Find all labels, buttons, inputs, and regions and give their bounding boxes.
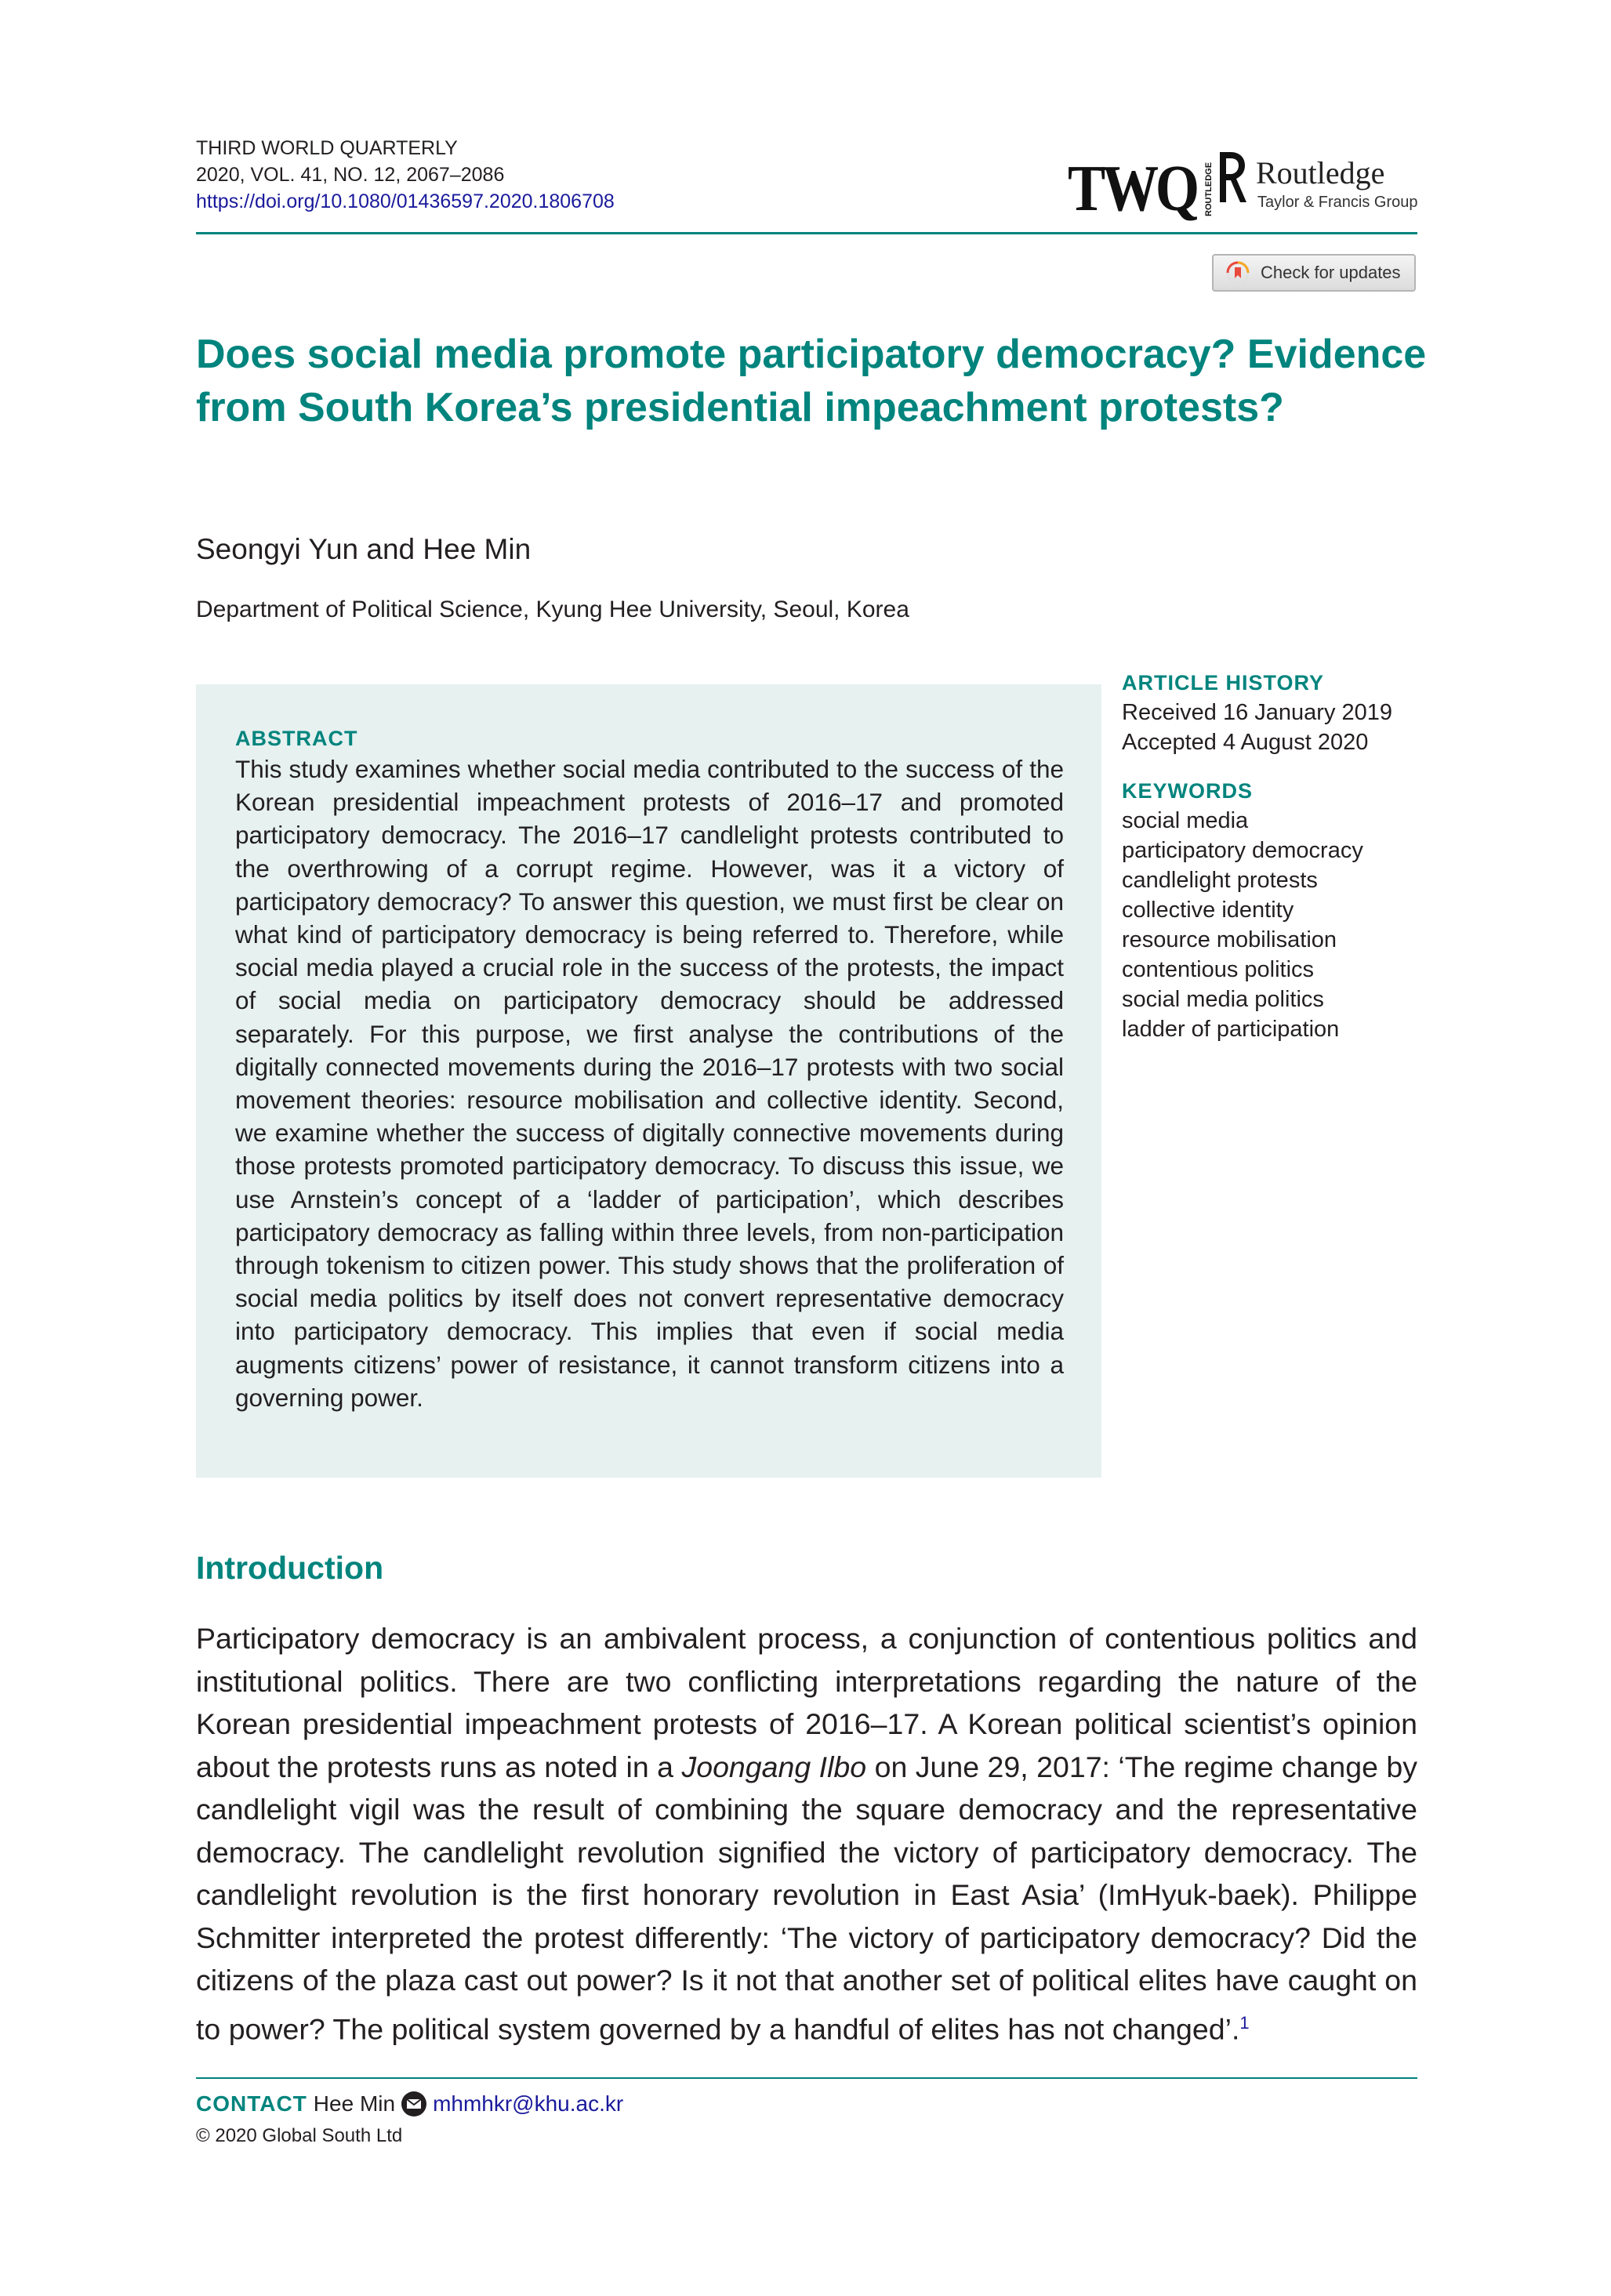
header-divider — [196, 232, 1417, 234]
doi-link[interactable]: https://doi.org/10.1080/01436597.2020.1806708 — [196, 190, 615, 212]
keywords — [1122, 776, 1363, 1044]
contact-email-link[interactable]: mhmhkr@khu.ac.kr — [433, 2091, 624, 2116]
keyword-item: social media politics — [1122, 987, 1324, 1012]
footer-divider — [196, 2077, 1417, 2079]
check-for-updates-button[interactable] — [1212, 254, 1416, 292]
intro-text-part2: on June 29, 2017: ‘The regime change by candlelight vigil was the result of combining the square democracy and the representative democracy. The candlelight revolution signified the victory of participatory democracy. The candlelight revolution is the first honorary revolution in East Asia’ (ImHyuk-baek). Philippe Schmitter interpreted the protest differently: ‘The victory of participatory democracy? Did the citizens of the plaza cast out power? Is it not that another set of political elites have caught on to power? The political system governed by a handful of elites has not changed’. — [196, 1750, 1418, 2045]
abstract-text: This study examines whether social media contributed to the success of the Korean presidential impeachment protests of 2016–17 and promoted participatory democracy. The 2016–17 candlelight protests contributed to the overthrowing of a corrupt regime. However, was it a victory of participatory democracy? To answer this question, we must first be clear on what kind of participatory democracy is being referred to. Therefore, while social media played a crucial role in the success of the protests, the impact of social media on participatory democracy should be addressed separately. For this purpose, we first analyse the contributions of the digitally connected movements during the 2016–17 protests with two social movement theories: resource mobilisation and collective identity. Second, we examine whether the success of digitally connective movements during those protests promoted participatory democracy. To discuss this issue, we use Arnstein’s concept of a ‘ladder of participation’, which describes participatory democracy as falling within three levels, from non-participation through tokenism to citizen power. This study shows that the proliferation of social media politics by itself does not convert representative democracy into participatory democracy. This implies that even if social media augments citizens’ power of resistance, it cannot transform citizens into a governing power. — [235, 755, 1064, 1412]
newspaper-name: Joongang Ilbo — [681, 1750, 867, 1783]
authors: Seongyi Yun and Hee Min — [196, 533, 532, 565]
keywords-heading: KEYWORDS — [1122, 779, 1254, 803]
twq-logo: TWQ — [1068, 152, 1196, 225]
keyword-item: ladder of participation — [1122, 1017, 1340, 1042]
keyword-item: resource mobilisation — [1122, 927, 1337, 952]
received-date: Received 16 January 2019 — [1122, 700, 1393, 725]
email-icon — [400, 2090, 428, 2118]
contact-line — [196, 2090, 623, 2118]
routledge-r-icon — [1217, 149, 1246, 205]
keyword-item: candlelight protests — [1122, 868, 1318, 893]
article-title: Does social media promote participatory democracy? Evidence from South Korea’s presidential impeachment protests? — [196, 332, 1427, 430]
copyright: © 2020 Global South Ltd — [196, 2125, 403, 2146]
keyword-item: social media — [1122, 808, 1249, 833]
routledge-vertical-logo — [1199, 155, 1215, 218]
abstract-heading: ABSTRACT — [235, 727, 358, 750]
contact-label: CONTACT — [196, 2091, 307, 2116]
keyword-item: contentious politics — [1122, 957, 1315, 982]
intro-text-part1: Participatory democracy is an ambivalent process, a conjunction of contentious politics and institutional politics. There are two conflicting interpretations regarding the nature of the Korean presidential impeachment protests of 2016–17. A Korean political scientist’s opinion about the protests runs as noted in a — [196, 1622, 1417, 1783]
routledge-wordmark: Routledge — [1256, 155, 1385, 190]
keyword-item: participatory democracy — [1122, 838, 1363, 863]
introduction-heading: Introduction — [196, 1550, 384, 1586]
keyword-item: collective identity — [1122, 898, 1294, 923]
volume-line: 2020, VOL. 41, NO. 12, 2067–2086 — [196, 164, 505, 186]
crossmark-icon — [1226, 261, 1250, 285]
article-history-heading: ARTICLE HISTORY — [1122, 671, 1325, 695]
footnote-ref[interactable]: 1 — [1239, 2012, 1250, 2033]
journal-meta — [196, 135, 615, 215]
contact-name: Hee Min — [313, 2091, 396, 2116]
introduction-paragraph — [196, 1617, 1417, 2051]
taylor-francis-wordmark: Taylor & Francis Group — [1257, 194, 1418, 211]
check-for-updates-label: Check for updates — [1261, 263, 1401, 282]
article-history — [1122, 668, 1392, 757]
journal-name: THIRD WORLD QUARTERLY — [196, 137, 458, 159]
accepted-date: Accepted 4 August 2020 — [1122, 730, 1369, 755]
routledge-vertical-text: ROUTLEDGE — [1204, 161, 1214, 216]
affiliation: Department of Political Science, Kyung Hee University, Seoul, Korea — [196, 597, 909, 622]
